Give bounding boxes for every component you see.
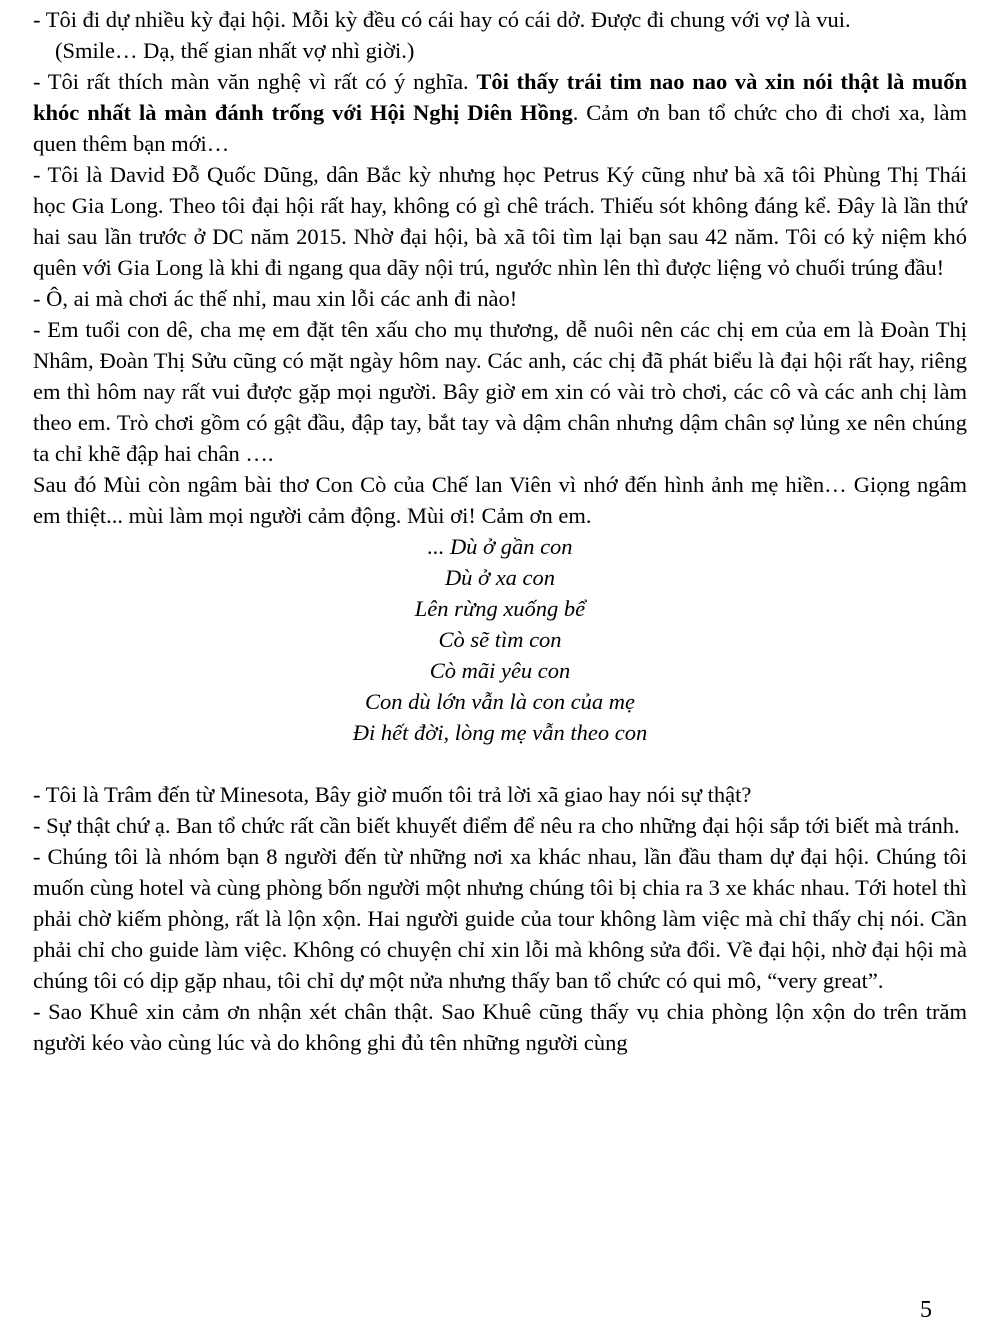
paragraph-sao-khue-reply: [33, 996, 967, 1058]
paragraph-poem-intro: [33, 469, 967, 531]
page-number: 5: [920, 1297, 932, 1323]
paragraph-performance-comment: [33, 66, 967, 159]
paragraph-group-of-eight: [33, 841, 967, 996]
paragraph-text: - Tôi là David Đỗ Quốc Dũng, dân Bắc kỳ nhưng học Petrus Ký cũng như bà xã tôi Phùng Thị Thái học Gia Long. Theo tôi đại hội rất hay, không có gì chê trách. Thiếu sót không đáng kể. Đây là lần thứ hai sau lần trước ở DC năm 2015. Nhờ đại hội, bà xã tôi tìm lại bạn sau 42 năm. Tôi có kỷ niệm khó quên với Gia Long là khi đi ngang qua dãy nội trú, ngước nhìn lên thì được liệng vỏ chuối trúng đầu!: [33, 162, 967, 280]
paragraph-tram-minesota: [33, 779, 967, 810]
paragraph-smile-note: [33, 35, 967, 66]
poem-line: Cò mãi yêu con: [429, 658, 571, 683]
paragraph-text: - Sự thật chứ ạ. Ban tổ chức rất cần biết khuyết điểm để nêu ra cho những đại hội sắp tới biết mà tránh.: [33, 813, 960, 838]
paragraph-truth-reply: [33, 810, 967, 841]
blank-line-spacer: [33, 748, 967, 779]
poem-line: Cò sẽ tìm con: [438, 627, 562, 652]
paragraph-text: (Smile… Dạ, thế gian nhất vợ nhì giời.): [55, 38, 415, 63]
paragraph-text: - Tôi là Trâm đến từ Minesota, Bây giờ muốn tôi trả lời xã giao hay nói sự thật?: [33, 782, 752, 807]
paragraph-david-do-quoc-dung: [33, 159, 967, 283]
paragraph-games-host: [33, 314, 967, 469]
poem-con-co: [33, 531, 967, 748]
paragraph-text: - Chúng tôi là nhóm bạn 8 người đến từ những nơi xa khác nhau, lần đầu tham dự đại hội. Chúng tôi muốn cùng hotel và cùng phòng bốn người một nhưng chúng tôi bị chia ra 3 xe khác nhau. Tới hotel thì phải chờ kiếm phòng, rất là lộn xộn. Hai người guide của tour không làm việc mà chỉ thấy chị nói. Cần phải chỉ cho guide làm việc. Không có chuyện chỉ xin lỗi mà không sửa đổi. Về đại hội, nhờ đại hội mà chúng tôi có dịp gặp nhau, tôi chỉ dự một nửa nhưng thấy ban tổ chức có qui mô, “very great”.: [33, 844, 967, 993]
poem-line: Con dù lớn vẫn là con của mẹ: [364, 689, 636, 714]
paragraph-text: - Ô, ai mà chơi ác thế nhỉ, mau xin lỗi các anh đi nào!: [33, 286, 518, 311]
poem-line: Đi hết đời, lòng mẹ vẫn theo con: [352, 720, 648, 745]
paragraph-text: - Sao Khuê xin cảm ơn nhận xét chân thật. Sao Khuê cũng thấy vụ chia phòng lộn xộn do trên trăm người kéo vào cùng lúc và do không ghi đủ tên những người cùng: [33, 999, 967, 1055]
paragraph-text: - Tôi đi dự nhiều kỳ đại hội. Mỗi kỳ đều có cái hay có cái dở. Được đi chung với vợ là vui.: [33, 7, 851, 32]
poem-line: ... Dù ở gần con: [427, 534, 573, 559]
paragraph-text: - Tôi rất thích màn văn nghệ vì rất có ý nghĩa.: [33, 69, 477, 94]
paragraph-text: - Em tuổi con dê, cha mẹ em đặt tên xấu cho mụ thương, dễ nuôi nên các chị em của em là Đoàn Thị Nhâm, Đoàn Thị Sửu cũng có mặt ngày hôm nay. Các anh, các chị đã phát biểu là đại hội rất hay, riêng em thì hôm nay rất vui được gặp mọi người. Bây giờ em xin có vài trò chơi, các cô và các anh chị làm theo em. Trò chơi gồm có gật đầu, đập tay, bắt tay và dậm chân nhưng dậm chân sợ lủng xe nên chúng ta chỉ khẽ đập hai chân ….: [33, 317, 967, 466]
poem-line: Lên rừng xuống bể: [414, 596, 586, 621]
paragraph-text: Sau đó Mùi còn ngâm bài thơ Con Cò của Chế lan Viên vì nhớ đến hình ảnh mẹ hiền… Giọng ngâm em thiệt... mùi làm mọi người cảm động. Mùi ơi! Cảm ơn em.: [33, 472, 967, 528]
paragraph-text: . Cảm ơn ban tổ chức cho đi chơi xa, làm quen thêm bạn mới…: [33, 100, 967, 156]
poem-line: Dù ở xa con: [444, 565, 556, 590]
paragraph-elderly-attendee: [33, 4, 967, 35]
bold-emphasis-text: Tôi thấy trái tim nao nao và xin nói thật là muốn khóc nhất là màn đánh trống với Hội Nghị Diên Hồng: [33, 69, 968, 125]
body-text: [33, 4, 967, 1058]
paragraph-apology-request: [33, 283, 967, 314]
